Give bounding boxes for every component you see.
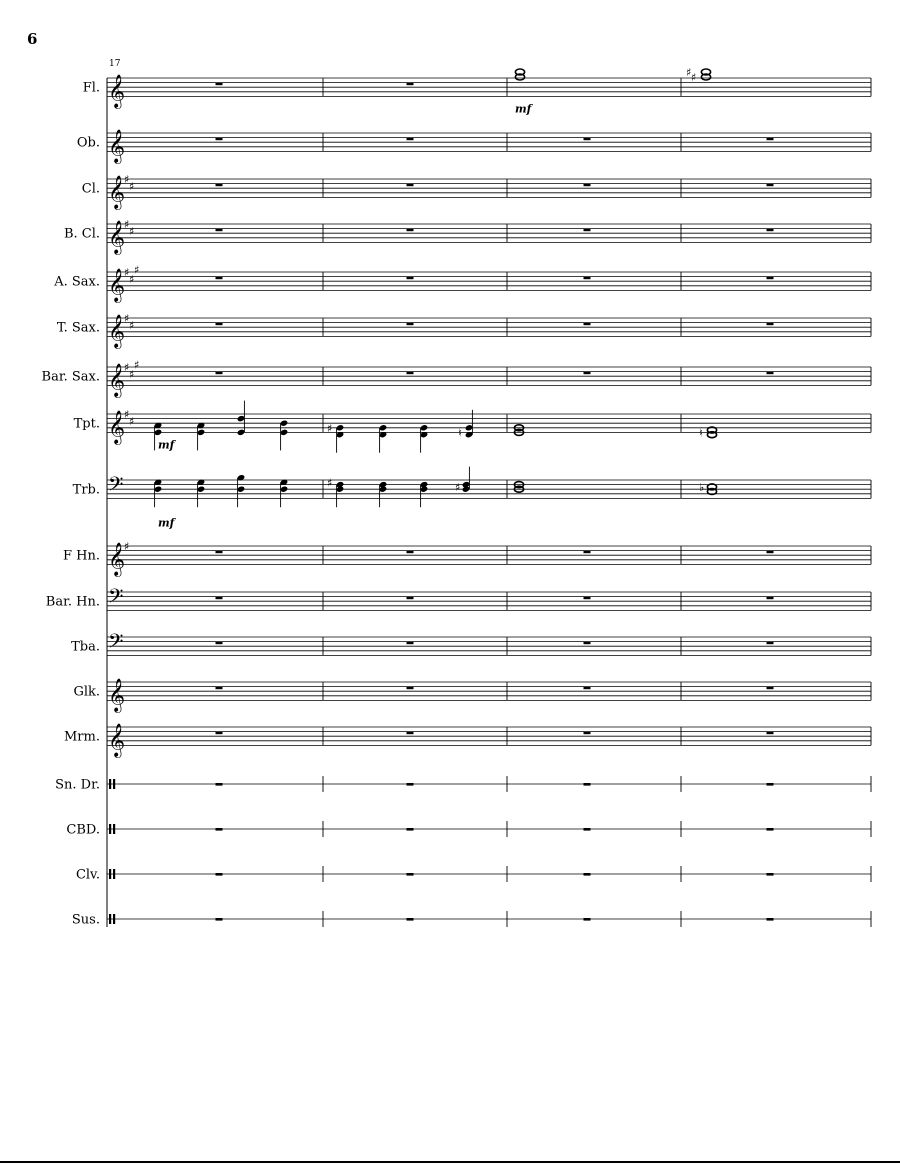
whole-rest bbox=[584, 687, 591, 690]
instrument-row bbox=[63, 540, 871, 576]
natural-icon: ♮ bbox=[699, 426, 703, 440]
percussion-clef-icon bbox=[109, 869, 111, 879]
instrument-label: Tpt. bbox=[73, 416, 100, 432]
whole-rest bbox=[407, 277, 414, 280]
instrument-row bbox=[73, 677, 871, 712]
instrument-row bbox=[66, 821, 871, 838]
instrument-row bbox=[64, 218, 871, 254]
percussion-clef-icon bbox=[113, 824, 115, 834]
page-number: 6 bbox=[27, 30, 38, 48]
sharp-icon: ♯ bbox=[327, 476, 333, 490]
instrument-label: Bar. Hn. bbox=[45, 594, 100, 610]
sharp-icon: ♯ bbox=[124, 218, 130, 231]
bass-clef-icon: 𝄢 bbox=[108, 472, 124, 501]
whole-rest bbox=[407, 828, 414, 831]
sharp-icon: ♯ bbox=[129, 179, 135, 193]
whole-rest bbox=[216, 184, 223, 187]
percussion-clef-icon bbox=[113, 779, 115, 789]
instrument-label: Ob. bbox=[76, 135, 100, 151]
whole-rest bbox=[216, 323, 223, 326]
natural-icon: ♮ bbox=[458, 426, 462, 440]
whole-rest bbox=[767, 873, 774, 876]
instrument-row bbox=[71, 629, 871, 657]
whole-rest bbox=[216, 783, 223, 786]
treble-clef-icon: 𝄞 bbox=[108, 174, 126, 209]
whole-rest bbox=[767, 138, 774, 141]
instrument-row bbox=[42, 359, 871, 398]
whole-rest bbox=[584, 642, 591, 645]
instrument-label: B. Cl. bbox=[63, 226, 100, 242]
trombone-notes bbox=[154, 467, 717, 508]
whole-rest bbox=[407, 83, 414, 86]
whole-rest bbox=[584, 732, 591, 735]
whole-rest bbox=[407, 184, 414, 187]
measure-number: 17 bbox=[109, 59, 121, 69]
whole-rest bbox=[407, 873, 414, 876]
whole-rest bbox=[767, 277, 774, 280]
whole-rest bbox=[767, 732, 774, 735]
whole-rest bbox=[767, 828, 774, 831]
instrument-label: Fl. bbox=[82, 80, 100, 96]
whole-rest bbox=[407, 783, 414, 786]
whole-rest bbox=[407, 732, 414, 735]
whole-rest bbox=[584, 597, 591, 600]
sharp-icon: ♯ bbox=[327, 421, 333, 435]
sharp-icon: ♯ bbox=[455, 480, 461, 494]
sharp-icon: ♯ bbox=[124, 540, 130, 553]
whole-rest bbox=[767, 229, 774, 232]
whole-rest bbox=[584, 551, 591, 554]
treble-clef-icon: 𝄞 bbox=[108, 128, 126, 163]
whole-rest bbox=[407, 918, 414, 921]
instrument-row bbox=[76, 866, 871, 883]
instrument-label: CBD. bbox=[66, 822, 100, 838]
treble-clef-icon: 𝄞 bbox=[108, 677, 126, 712]
instrument-row bbox=[77, 128, 871, 163]
treble-clef-icon: 𝄞 bbox=[108, 219, 126, 254]
whole-rest bbox=[216, 551, 223, 554]
instrument-label: Clv. bbox=[75, 867, 100, 883]
percussion-clef-icon bbox=[113, 914, 115, 924]
treble-clef-icon: 𝄞 bbox=[108, 313, 126, 348]
whole-rest bbox=[216, 918, 223, 921]
whole-rest bbox=[407, 229, 414, 232]
sharp-icon: ♯ bbox=[124, 361, 130, 374]
whole-rest bbox=[767, 783, 774, 786]
instrument-row bbox=[64, 722, 871, 757]
instrument-label: F Hn. bbox=[63, 548, 100, 564]
instrument-row bbox=[73, 472, 871, 500]
sharp-icon: ♯ bbox=[691, 71, 697, 84]
whole-rest bbox=[407, 323, 414, 326]
whole-rest bbox=[584, 828, 591, 831]
sharp-icon: ♯ bbox=[134, 358, 140, 372]
instrument-label: Bar. Sax. bbox=[41, 369, 100, 385]
whole-rest bbox=[407, 372, 414, 375]
instrument-label: Mrm. bbox=[64, 729, 100, 745]
flat-icon: ♭ bbox=[699, 480, 705, 494]
whole-rest bbox=[767, 372, 774, 375]
whole-rest bbox=[584, 138, 591, 141]
whole-rest bbox=[216, 83, 223, 86]
treble-clef-icon: 𝄞 bbox=[108, 541, 126, 576]
sharp-icon: ♯ bbox=[129, 414, 135, 428]
treble-clef-icon: 𝄞 bbox=[108, 722, 126, 757]
whole-rest bbox=[407, 551, 414, 554]
instrument-label: Trb. bbox=[72, 482, 100, 498]
dynamic-marking: mf bbox=[158, 438, 175, 452]
whole-rest bbox=[216, 873, 223, 876]
whole-rest bbox=[767, 323, 774, 326]
sharp-icon: ♯ bbox=[129, 224, 135, 238]
trumpet-notes bbox=[154, 401, 717, 453]
whole-rest bbox=[584, 184, 591, 187]
instrument-label: Glk. bbox=[73, 684, 100, 700]
sharp-icon: ♯ bbox=[124, 408, 130, 421]
percussion-clef-icon bbox=[113, 869, 115, 879]
treble-clef-icon: 𝄞 bbox=[108, 362, 126, 397]
sharp-icon: ♯ bbox=[129, 367, 135, 381]
sharp-icon: ♯ bbox=[129, 272, 135, 286]
whole-rest bbox=[407, 687, 414, 690]
instrument-row bbox=[55, 776, 871, 793]
bass-clef-icon: 𝄢 bbox=[108, 629, 124, 658]
instrument-label: Tba. bbox=[71, 639, 100, 655]
whole-rest bbox=[216, 597, 223, 600]
instrument-label: A. Sax. bbox=[54, 274, 100, 290]
whole-rest bbox=[216, 642, 223, 645]
instrument-label: T. Sax. bbox=[56, 320, 100, 336]
whole-rest bbox=[767, 687, 774, 690]
whole-rest bbox=[407, 597, 414, 600]
instrument-row bbox=[46, 584, 871, 612]
dynamic-marking: mf bbox=[515, 102, 532, 116]
instrument-label: Sus. bbox=[71, 912, 100, 928]
percussion-clef-icon bbox=[109, 779, 111, 789]
sharp-icon: ♯ bbox=[124, 266, 130, 279]
treble-clef-icon: 𝄞 bbox=[108, 409, 126, 444]
sharp-icon: ♯ bbox=[124, 312, 130, 325]
treble-clef-icon: 𝄞 bbox=[108, 73, 126, 108]
whole-rest bbox=[584, 229, 591, 232]
instrument-label: Cl. bbox=[81, 181, 100, 197]
instrument-row bbox=[57, 312, 871, 348]
page-bottom-edge bbox=[0, 1161, 900, 1163]
whole-rest bbox=[216, 277, 223, 280]
whole-rest bbox=[584, 783, 591, 786]
whole-rest bbox=[767, 184, 774, 187]
whole-rest bbox=[216, 732, 223, 735]
percussion-clef-icon bbox=[109, 914, 111, 924]
whole-rest bbox=[216, 828, 223, 831]
percussion-clef-icon bbox=[109, 824, 111, 834]
whole-rest bbox=[216, 138, 223, 141]
whole-rest bbox=[584, 372, 591, 375]
whole-rest bbox=[767, 551, 774, 554]
whole-rest bbox=[216, 229, 223, 232]
whole-rest bbox=[584, 918, 591, 921]
sharp-icon: ♯ bbox=[124, 173, 130, 186]
whole-rest bbox=[407, 642, 414, 645]
whole-rest bbox=[767, 597, 774, 600]
whole-rest bbox=[216, 687, 223, 690]
whole-rest bbox=[584, 323, 591, 326]
dynamic-marking: mf bbox=[158, 516, 175, 530]
instrument-label: Sn. Dr. bbox=[55, 777, 100, 793]
whole-rest bbox=[584, 277, 591, 280]
whole-rest bbox=[216, 372, 223, 375]
instrument-row bbox=[72, 911, 871, 928]
sharp-icon: ♯ bbox=[129, 318, 135, 332]
instrument-row bbox=[82, 173, 871, 209]
sharp-icon: ♯ bbox=[686, 66, 692, 79]
treble-clef-icon: 𝄞 bbox=[108, 267, 126, 302]
instrument-row bbox=[53, 264, 871, 303]
whole-rest bbox=[767, 918, 774, 921]
bass-clef-icon: 𝄢 bbox=[108, 584, 124, 613]
whole-rest bbox=[584, 873, 591, 876]
whole-rest bbox=[767, 642, 774, 645]
whole-rest bbox=[407, 138, 414, 141]
instrument-row bbox=[83, 73, 871, 108]
sharp-icon: ♯ bbox=[134, 263, 140, 277]
